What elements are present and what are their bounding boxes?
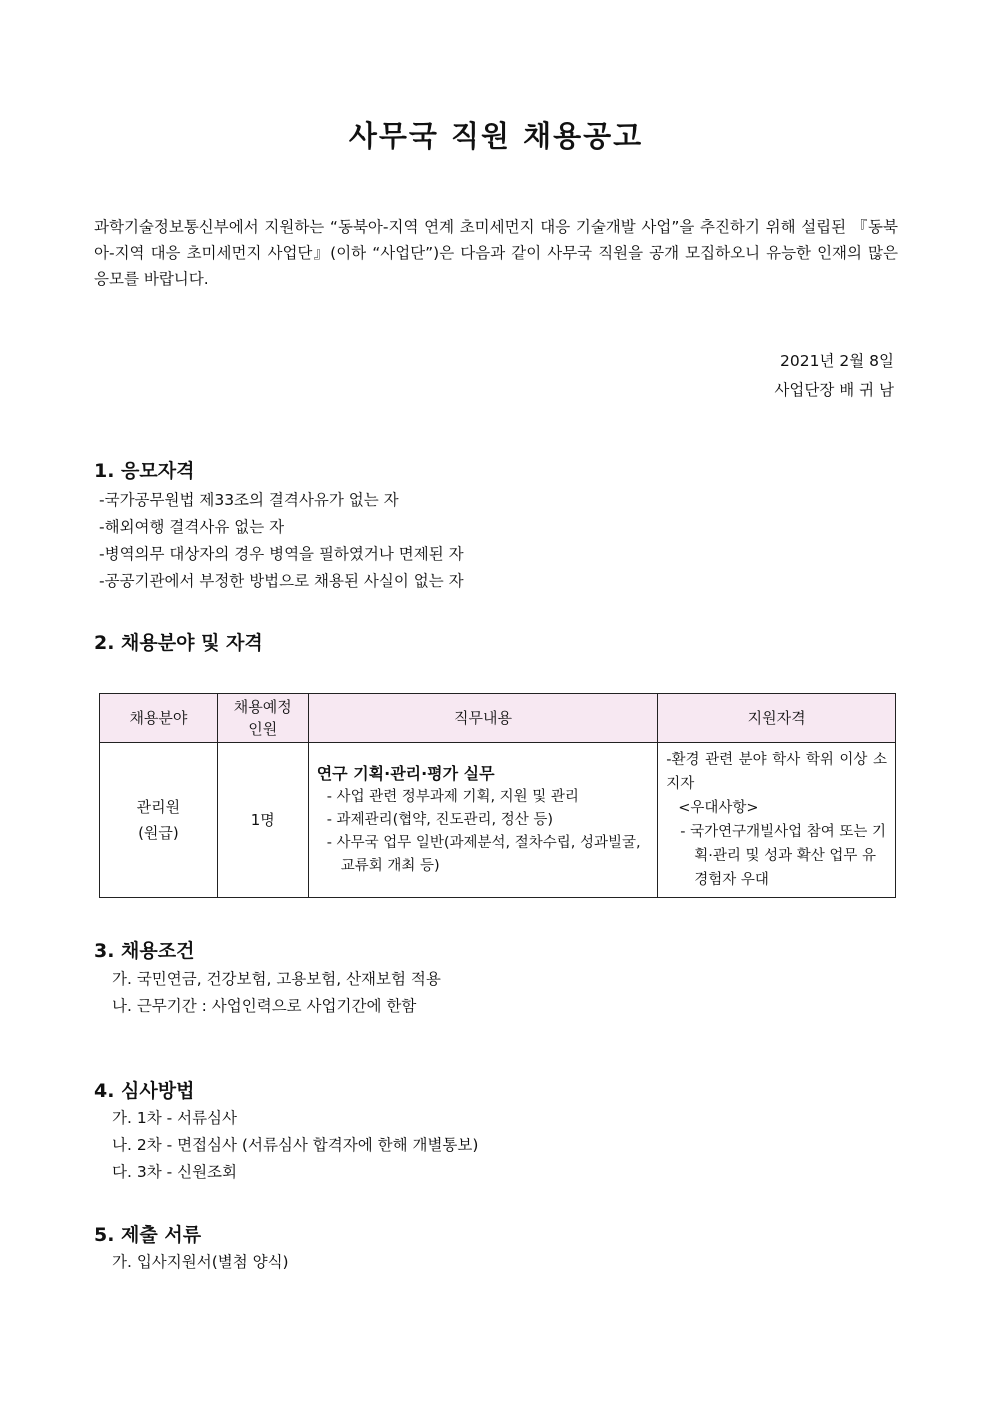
- list-item: -해외여행 결격사유 없는 자: [99, 518, 285, 536]
- header-qualification: 지원자격: [658, 694, 896, 743]
- list-item: -병역의무 대상자의 경우 병역을 필하였거나 면제된 자: [99, 545, 464, 563]
- list-item: 가. 국민연금, 건강보험, 고용보험, 산재보험 적용: [112, 970, 441, 988]
- section-heading-screening: 4. 심사방법: [94, 1080, 195, 1102]
- duty-item: - 사업 관련 정부과제 기획, 지원 및 관리: [326, 789, 579, 805]
- header-field: 채용분야: [100, 694, 218, 743]
- header-count: [217, 694, 308, 743]
- recruitment-table: [99, 693, 896, 898]
- section-heading-field: 2. 채용분야 및 자격: [94, 632, 263, 654]
- intro-text: 과학기술정보통신부에서 지원하는 “동북아-지역 연계 초미세먼지 대응 기술개발 사업”을 추진하기 위해 설립된 『동북아-지역 대응 초미세먼지 사업단』(이하 “사업단”)은 다음과 같이 사무국 직원을 공개 모집하오니 유능한 인재의 많은 응모를 바랍니다.: [94, 218, 898, 288]
- announcement-date: 2021년 2월 8일: [780, 352, 894, 370]
- cell-field: [100, 743, 218, 898]
- list-item: -공공기관에서 부정한 방법으로 채용된 사실이 없는 자: [99, 572, 464, 590]
- header-count-line: 인원: [248, 720, 278, 738]
- table-header-row: [100, 694, 896, 743]
- field-grade: (원급): [138, 824, 179, 842]
- duty-title: 연구 기획·관리·평가 실무: [316, 764, 495, 783]
- section-heading-eligibility: 1. 응모자격: [94, 460, 195, 482]
- list-item: 다. 3차 - 신원조회: [112, 1163, 238, 1181]
- intro-paragraph: [94, 214, 898, 292]
- qualification-requirement: -환경 관련 분야 학사 학위 이상 소지자: [666, 752, 887, 792]
- conditions-list: [112, 966, 441, 1020]
- eligibility-list: [99, 487, 464, 595]
- section-heading-conditions: 3. 채용조건: [94, 940, 195, 962]
- list-item: 나. 2차 - 면접심사 (서류심사 합격자에 한해 개별통보): [112, 1136, 479, 1154]
- cell-qualification: [658, 743, 896, 898]
- list-item: -국가공무원법 제33조의 결격사유가 없는 자: [99, 491, 399, 509]
- duty-item: - 사무국 업무 일반(과제분석, 절차수립, 성과빌굴, 교류회 개최 등): [326, 835, 641, 874]
- preference-item: - 국가연구개빌사업 참여 또는 기획·관리 및 성과 확산 업무 유경험자 우대: [680, 824, 887, 888]
- header-duty: 직무내용: [308, 694, 658, 743]
- header-count-text: [219, 696, 307, 740]
- page-title: 사무국 직원 채용공고: [348, 119, 644, 153]
- header-count-line: 채용예정: [233, 698, 292, 716]
- list-item: 가. 1차 - 서류심사: [112, 1109, 238, 1127]
- table-row: [100, 743, 896, 898]
- signer-name: 사업단장 배 귀 남: [774, 381, 894, 399]
- screening-list: [112, 1105, 478, 1186]
- list-item: 나. 근무기간 : 사업인력으로 사업기간에 한함: [112, 997, 417, 1015]
- cell-duty: [308, 743, 658, 898]
- duty-item: - 과제관리(협약, 진도관리, 정산 등): [326, 812, 554, 828]
- documents-list: [112, 1249, 289, 1276]
- section-heading-documents: 5. 제출 서류: [94, 1224, 202, 1246]
- date-signature-block: [774, 347, 894, 405]
- field-name: 관리원: [136, 798, 181, 816]
- cell-count: 1명: [217, 743, 308, 898]
- preference-label: <우대사항>: [678, 800, 759, 816]
- list-item: 가. 입사지원서(별첨 양식): [112, 1253, 289, 1271]
